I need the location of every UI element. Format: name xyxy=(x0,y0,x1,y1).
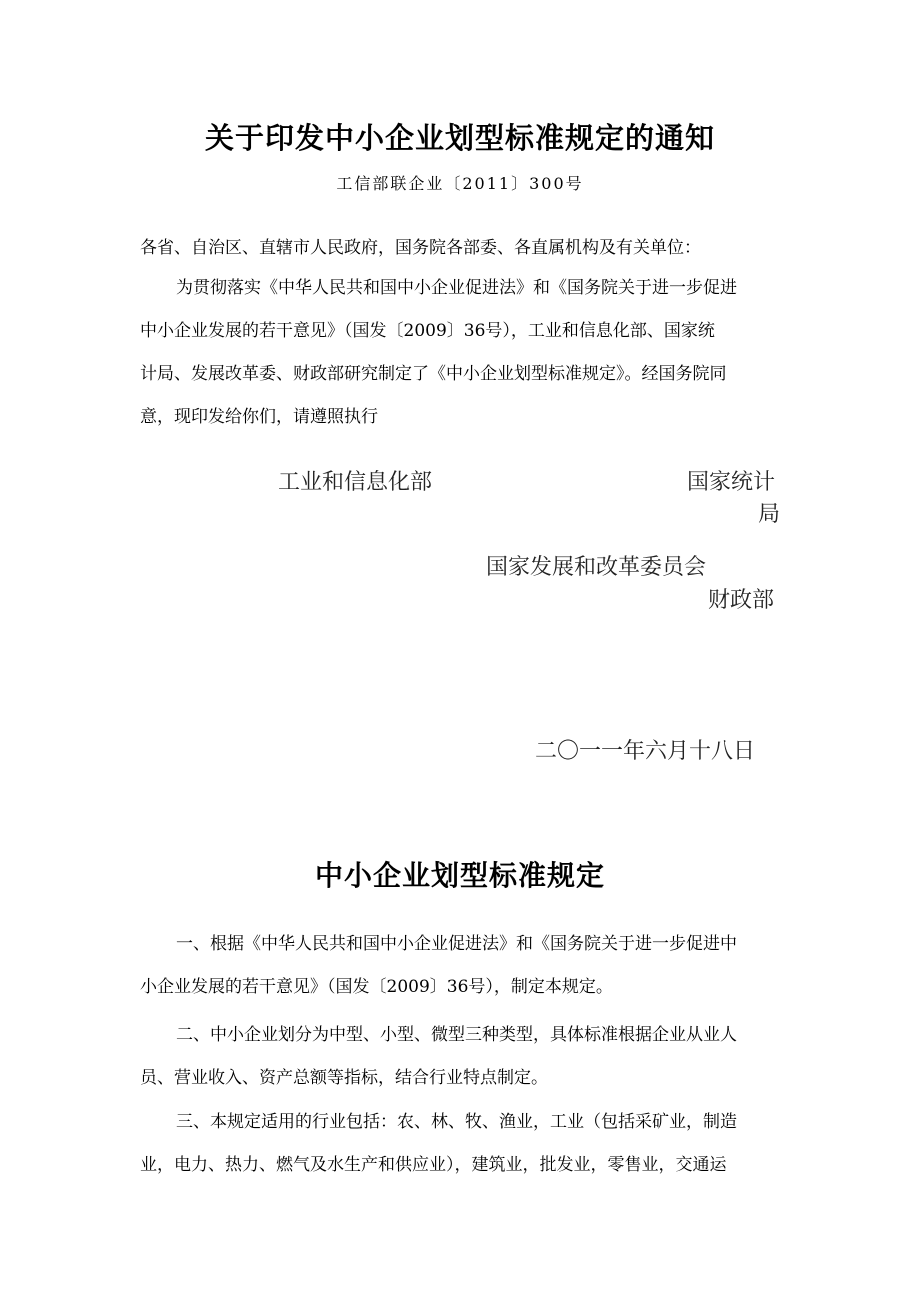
signatory-nbs-line1: 国家统计 xyxy=(687,470,776,495)
regulation-title: 中小企业划型标准规定 xyxy=(314,859,605,892)
regulation-line: 二、中小企业划分为中型、小型、微型三种类型，具体标准根据企业从业人 xyxy=(176,1025,737,1045)
signatory-nbs-line2: 局 xyxy=(758,502,781,527)
regulation-line: 员、营业收入、资产总额等指标，结合行业特点制定。 xyxy=(140,1068,548,1088)
notice-body-line: 计局、发展改革委、财政部研究制定了《中小企业划型标准规定》。经国务院同 xyxy=(140,364,727,384)
signatory-ndrc: 国家发展和改革委员会 xyxy=(486,555,707,580)
signatory-mof: 财政部 xyxy=(708,588,775,613)
notice-body-line: 为贯彻落实《中华人民共和国中小企业促进法》和《国务院关于进一步促进 xyxy=(176,278,737,298)
notice-body-line: 中小企业发展的若干意见》（国发〔2009〕36号），工业和信息化部、国家统 xyxy=(140,321,715,341)
regulation-line: 小企业发展的若干意见》（国发〔2009〕36号），制定本规定。 xyxy=(140,977,613,997)
notice-date: 二〇一一年六月十八日 xyxy=(535,739,756,764)
notice-body-line: 意，现印发给你们，请遵照执行 xyxy=(140,407,378,427)
signatory-miit: 工业和信息化部 xyxy=(278,470,433,495)
salutation: 各省、自治区、直辖市人民政府，国务院各部委、各直属机构及有关单位： xyxy=(140,238,701,258)
regulation-line: 三、本规定适用的行业包括：农、林、牧、渔业，工业（包括采矿业，制造 xyxy=(176,1112,737,1132)
regulation-line: 业，电力、热力、燃气及水生产和供应业），建筑业，批发业，零售业，交通运 xyxy=(140,1155,727,1175)
document-number: 工信部联企业〔2011〕300号 xyxy=(336,174,584,193)
regulation-line: 一、根据《中华人民共和国中小企业促进法》和《国务院关于进一步促进中 xyxy=(176,934,737,954)
notice-title: 关于印发中小企业划型标准规定的通知 xyxy=(204,121,715,155)
